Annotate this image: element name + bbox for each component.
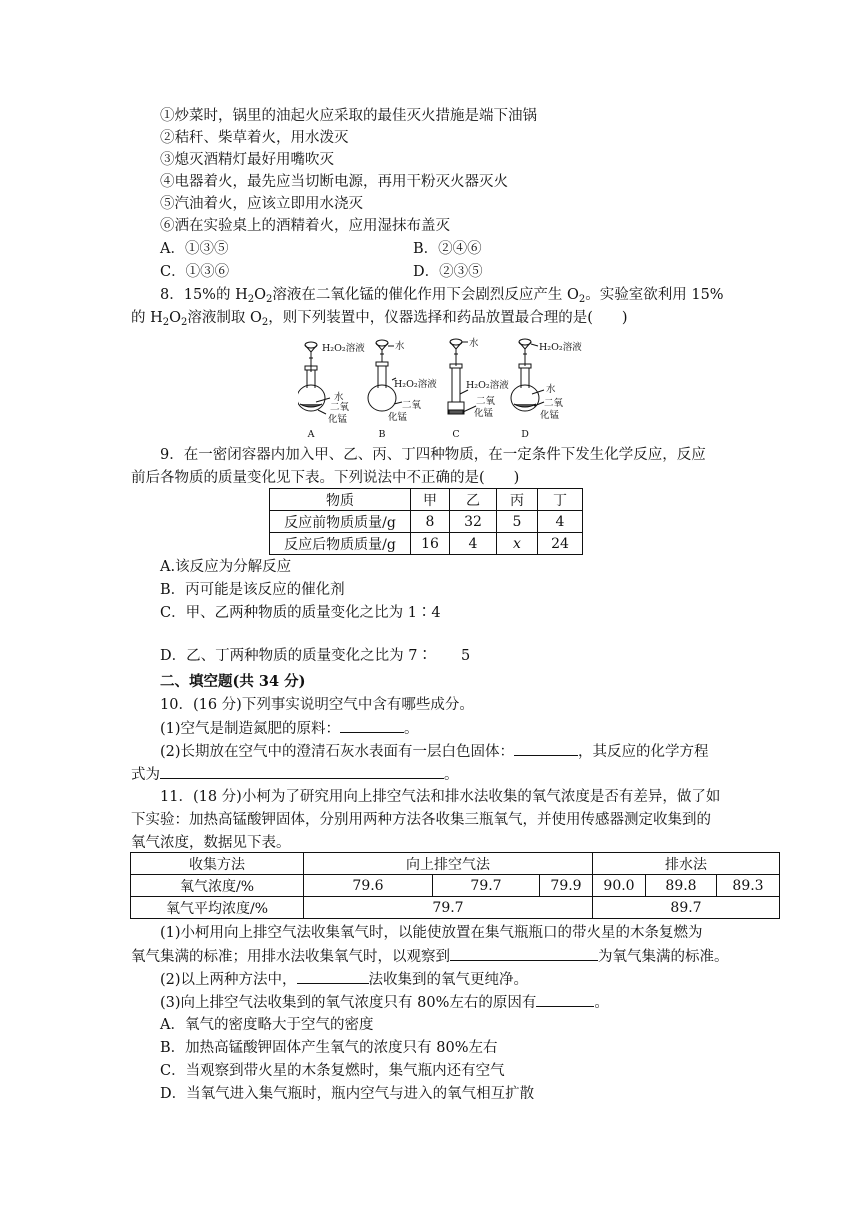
q8-sub: 2 [578,294,586,305]
q10-text: ，其反应的化学方程 [578,744,709,760]
label-c: C [452,429,460,440]
table-cell: 5 [497,511,538,533]
q11-option-d: D．当氧气进入集气瓶时，瓶内空气与进入的氧气相互扩散 [160,1086,535,1102]
table-cell: 氧气平均浓度/% [131,897,304,919]
q8-text: ，则下列装置中，仪器选择和药品放置最合理的是( ) [268,310,628,326]
table-cell: 89.8 [646,875,717,897]
q9-option-d: D．乙、丁两种物质的质量变化之比为 7∶ 5 [160,648,471,664]
q8-text: 溶液制取 O [187,310,262,326]
q8-text: 的 H [131,310,163,326]
q11-text: 氧气集满的标准；用排水法收集氧气时，以观察到 [131,949,450,965]
table-header-row [131,853,780,875]
q10-text: 。 [404,721,419,737]
table-cell: 24 [538,533,583,555]
label-d-h2o2: H₂O₂溶液 [539,342,582,353]
q11-option-a: A．氧气的密度略大于空气的密度 [160,1017,374,1033]
q7-statement-3: ③熄灭酒精灯最好用嘴吹灭 [160,152,334,168]
q11-part-1: (1)小柯用向上排空气法收集氧气时，以能使放置在集气瓶瓶口的带火星的木条复燃为 [160,925,703,941]
answer-blank[interactable] [514,741,578,756]
q10-part-1 [160,718,419,739]
q8-apparatus-diagram [298,332,598,442]
q7-statement-1: ①炒菜时，锅里的油起火应采取的最佳灭火措施是端下油锅 [160,108,537,124]
q10-text: 式为 [131,767,160,783]
table-cell: 79.7 [433,875,540,897]
q11-text: 为氧气集满的标准。 [598,949,729,965]
q10-text: (2)长期放在空气中的澄清石灰水表面有一层白色固体： [160,744,515,760]
q8-sub: 2 [265,294,273,305]
table-row [270,533,583,555]
label-a-h2o2: H₂O₂溶液 [322,343,365,354]
q7-option-b: B．②④⑥ [413,241,482,257]
table-cell: 32 [450,511,497,533]
label-d-mno2-2: 化锰 [540,410,560,421]
label-a-mno2-2: 化锰 [328,414,348,425]
label-d: D [521,429,529,440]
q8-sub: 2 [162,317,170,328]
table-header: 甲 [411,489,450,511]
q8-text: 。实验室欲利用 15% [585,287,724,303]
label-a-mno2-1: 二氧 [330,402,350,413]
table-row [131,875,780,897]
q11-line-3: 氧气浓度，数据见下表。 [131,835,291,851]
table-cell: x [497,533,538,555]
table-header: 向上排空气法 [304,853,593,875]
answer-blank[interactable] [340,718,404,733]
label-b-mno2-1: 二氧 [402,400,422,411]
label-b-h2o2: H₂O₂溶液 [394,379,437,390]
table-cell: 反应前物质质量/g [270,511,411,533]
label-b-mno2-2: 化锰 [388,412,408,423]
label-c-mno2-2: 化锰 [474,408,494,419]
label-a-water: 水 [334,392,344,403]
q9-option-a: A.该反应为分解反应 [160,559,292,575]
table-cell: 反应后物质质量/g [270,533,411,555]
q8-text: O [169,310,182,326]
q11-table [130,852,780,919]
label-b-water: 水 [395,341,405,352]
q9-option-c: C．甲、乙两种物质的质量变化之比为 1∶4 [160,605,441,621]
q7-option-c: C．①③⑥ [160,264,230,280]
table-cell: 16 [411,533,450,555]
answer-blank[interactable] [297,969,369,984]
q7-statement-2: ②秸秆、柴草着火，用水泼灭 [160,130,349,146]
table-header-row [270,489,583,511]
table-header: 物质 [270,489,411,511]
q7-statement-4: ④电器着火，最先应当切断电源，再用干粉灭火器灭火 [160,174,508,190]
table-cell: 氧气浓度/% [131,875,304,897]
table-cell: 79.7 [304,897,593,919]
table-cell: 79.9 [540,875,593,897]
table-row [131,897,780,919]
table-header: 收集方法 [131,853,304,875]
answer-blank[interactable] [536,992,594,1007]
q7-option-d: D．②③⑤ [413,264,483,280]
label-d-water: 水 [546,384,556,395]
table-header: 排水法 [593,853,780,875]
table-header: 乙 [450,489,497,511]
label-d-mno2-1: 二氧 [544,398,564,409]
table-cell: 90.0 [593,875,646,897]
table-cell: 89.7 [593,897,780,919]
label-c-mno2-1: 二氧 [476,396,496,407]
q10-text: (1)空气是制造氮肥的原料： [160,721,341,737]
q8-sub: 2 [247,294,255,305]
section-heading: 二、填空题(共 34 分) [160,673,306,690]
q11-line-1: 11．(18 分)小柯为了研究用向上排空气法和排水法收集的氧气浓度是否有差异，做了如 [160,789,721,805]
q11-line-2: 下实验：加热高锰酸钾固体，分别用两种方法各收集三瓶氧气，并使用传感器测定收集到的 [131,812,711,828]
q8-line-1 [160,285,724,310]
table-header: 丁 [538,489,583,511]
apparatus-c [448,339,476,414]
q7-option-a: A．①③⑤ [160,241,229,257]
label-c-h2o2: H₂O₂溶液 [466,380,509,391]
q9-option-b: B．丙可能是该反应的催化剂 [160,582,345,598]
q11-text: (2)以上两种方法中， [160,972,297,988]
table-row [270,511,583,533]
q9-line-1: 9．在一密闭容器内加入甲、乙、丙、丁四种物质，在一定条件下发生化学反应，反应 [160,447,706,463]
q8-text: O [254,287,266,303]
q10-text: 。 [444,767,459,783]
q9-line-2: 前后各物质的质量变化见下表。下列说法中不正确的是( ) [131,470,520,486]
answer-blank[interactable] [450,946,598,961]
q11-option-b: B．加热高锰酸钾固体产生氧气的浓度只有 80%左右 [160,1040,498,1056]
table-cell: 4 [538,511,583,533]
table-cell: 79.6 [304,875,433,897]
table-cell: 8 [411,511,450,533]
q11-part-1-cont [131,946,729,967]
q8-line-2 [131,308,628,333]
q8-text: 8．15%的 H [160,287,248,303]
q10-part-2-cont [131,764,459,785]
answer-blank[interactable] [160,764,444,779]
q11-text: 。 [594,995,609,1011]
q8-sub: 2 [261,317,269,328]
q11-part-2 [160,969,528,990]
q8-sub: 2 [181,317,188,328]
label-b: B [378,429,386,440]
q9-table [269,488,583,555]
q10-stem: 10．(16 分)下列事实说明空气中含有哪些成分。 [160,697,474,713]
q7-statement-5: ⑤汽油着火，应该立即用水浇灭 [160,196,363,212]
label-a: A [307,429,315,440]
table-cell: 89.3 [717,875,780,897]
q7-statement-6: ⑥洒在实验桌上的酒精着火，应用湿抹布盖灭 [160,218,450,234]
q11-part-3 [160,992,609,1013]
table-cell: 4 [450,533,497,555]
label-c-water: 水 [469,338,479,349]
q11-text: 法收集到的氧气更纯净。 [368,972,529,988]
q10-part-2 [160,741,709,762]
q11-option-c: C．当观察到带火星的木条复燃时，集气瓶内还有空气 [160,1063,505,1079]
table-header: 丙 [497,489,538,511]
q11-text: (3)向上排空气法收集到的氧气浓度只有 80%左右的原因有 [160,995,537,1011]
q8-text: 溶液在二氧化锰的催化作用下会剧烈反应产生 O [272,287,579,303]
